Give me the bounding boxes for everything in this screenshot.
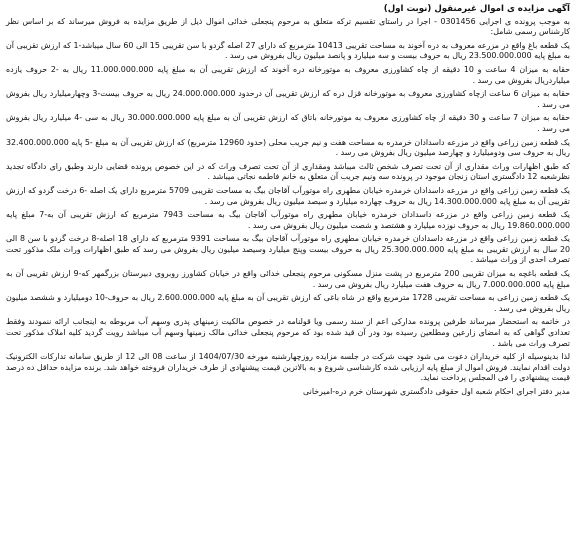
notice-title: آگهی مزایده ی اموال غیرمنقول (نوبت اول): [383, 4, 570, 14]
notice-item: حقابه به میزان 4 ساعت و 10 دقیقه از چاه کشاورزی معروف به موتورخانه دره آخوند که ارزش تقریبی آن به مبلغ پایه 11.000.000.000 ریال به -2 حروف یازده میلیاردریال بفروش می رسد .: [6, 64, 570, 85]
notice-item: یک قطعه باغچه به میزان تقریبی 200 مترمربع در پشت منزل مسکونی مرحوم پنجعلی خدائی واقع در خیابان کشاورز روبروی دبیرستان بزرگمهر که-9 ارزش تقریبی آن به مبلغ پایه 7.000.000.000 ریال به حروف هفت میلیارد ریال بفروش می رسد .: [6, 269, 570, 289]
notice-terms: لذا بدینوسیله از کلیه خریداران دعوت می شود جهت شرکت در جلسه مزایده روزچهارشنبه مورخه 1404/07/30 از ساعت 08 الی 12 از طریق سامانه تدارکات الکترونیک دولت اقدام نمایند. فروش اموال از مبلغ پایه ارزیابی شده کارشناسی شروع و به بالاترین قیمت پیشنهادی از طرف خریداران فروخته خواهد شد. برنده مزایده حداقل ده درصد قیمت پیشنهادی را فی المجلس پرداخت نماید.: [6, 352, 570, 383]
notice-item: یک قطعه باغ واقع در مزرعه معروف به دره آخوند به مساحت تقریبی 10413 مترمربع که دارای 27 اصله گردو با سن تقریبی 15 الی 60 سال میباشد-1 که ارزش تقریبی آن به مبلغ پایه 23.500.000.000 ریال به حروف بیست و سه میلیارد و پانصد میلیون ریال بفروش می رسد .: [6, 40, 570, 61]
notice-item: حقابه به میزان 7 ساعت و 30 دقیقه از چاه کشاورزی معروف به موتورخانه باتاق که ارزش تقریبی آن به مبلغ پایه 30.000.000.000 ریال به سی -4 میلیارد ریال بفروش می رسد .: [6, 113, 570, 133]
notice-disclaimer: در خاتمه به استحضار میرساند طرفین پرونده مدارکی اعم از سند رسمی ویا قولنامه در خصوص مالکیت زمینهای پدری وسهم آب مربوطه به اینجانب ارائه ننمودند وفقط تعدادی گواهی که به امضای زارعین ومطلعین رسیده بود ودر آن قید شده بود که مرحوم پنجعلی خدائی مالک زمینها وسهم آب میباشد رویت گردید کلیه املاک مذکور تحت تصرف وراث می باشد .: [6, 317, 570, 348]
notice-item: یک قطعه زمین زراعی به مساحت تقریبی 1728 مترمربع واقع در شاه باغی که ارزش تقریبی آن به مبلغ پایه 2.600.000.000 ریال به حروف-10 دومیلیارد و ششصد میلیون ریال بفروش می رسد .: [6, 293, 570, 313]
notice-signature: مدیر دفتر اجرای احکام شعبه اول حقوقی دادگستری شهرستان خرم دره-امیرخانی: [303, 387, 570, 396]
notice-item: یک قطعه زمین زراعی واقع در مزرعه داسدادان خرمدره خیابان مطهری راه موتورآب آقاجان بیگ به مساحت تقریبی 5709 مترمربع دارای یک اصله -6 درخت گردو که ارزش تقریبی آن به مبلغ پایه 14.300.000.000 ریال به حروف چهارده میلیارد و سیصد میلیون ریال بفروش می رسد .: [6, 185, 570, 206]
notice-item: یک قطعه زمین زراعی واقع در مزرعه داسدادان خرمدره خیابان مطهری راه موتورآب آقاجان بیگ به مساحت 9391 مترمربع که دارای 18 اصله-8 درخت گردو با سن 8 الی 20 سال به ارزش تقریبی به مبلغ پایه 25.300.000.000 ریال به حروف بیست وپنج میلیارد وسیصد میلیون ریال بفروش می رسد که طبق اظهارات وراث ملک مذکور تحت تصرف احدی از وراث میباشد .: [6, 234, 570, 265]
notice-item: که طبق اظهارات وراث مقداری از آن تحت تصرف شخص ثالث میباشد ومقداری از آن تحت تصرف وراث که در این خصوص پرونده قضایی دارند وطبق رای دادگاه تجدید نظرشعبه 12 دادگستری استان زنجان موجود در پرونده سه ونیم جریب آن متعلق به خانم فاطمه نجاتی میباشد .: [6, 161, 570, 182]
notice-item: حقابه به میزان 6 ساعت ازچاه کشاورزی معروف به موتورخانه قزل دره که ارزش تقریبی آن درحدود 24.000.000.000 ریال به حروف بیست-3 وچهارمیلیارد ریال بفروش می رسد .: [6, 89, 570, 109]
notice-item: یک قطعه زمین زراعی واقع در مزرعه داسدادان خرمدره به مساحت هفت و نیم جریب محلی (حدود 12960 مترمربع) که ارزش تقریبی آن به مبلغ -5 پایه 32.400.000.000 ریال به حروف سی ودومیلیارد و چهارصد میلیون ریال بفروش می رسد .: [6, 137, 571, 158]
notice-item: یک قطعه زمین زراعی واقع در مزرعه داسدادان خرمدره خیابان مطهری راه موتورآب آقاجان بیگ به مساحت 7943 مترمربع که ارزش تقریبی آن به-7 مبلغ پایه 19.860.000.000 ریال به حروف نوزده میلیارد و هشتصد و شصت میلیون ریال بفروش می رسد .: [6, 210, 570, 230]
notice-intro: به موجب پرونده ی اجرایی 0301456 - اجرا در راستای تقسیم ترکه متعلق به مرحوم پنجعلی خدائی اموال ذیل از طریق مزایده به فروش میرساند که بر اساس نظر کارشناس رسمی شامل:: [6, 16, 570, 37]
